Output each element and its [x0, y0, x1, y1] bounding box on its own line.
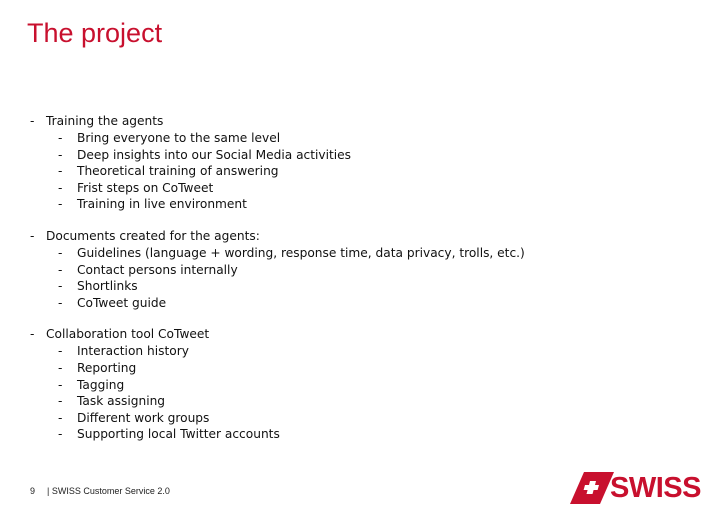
bullet-dash: - — [58, 360, 63, 375]
page-number: 9 — [30, 486, 36, 496]
sub-bullet-item — [30, 262, 710, 279]
sub-bullet-label: Training in live environment — [77, 197, 247, 212]
bullet-group-training — [30, 113, 710, 213]
sub-bullet-item — [30, 393, 710, 410]
sub-bullet-item — [30, 410, 710, 427]
sub-bullet-item — [30, 360, 710, 377]
bullet-dash: - — [58, 245, 63, 260]
bullet-label: Documents created for the agents: — [46, 228, 260, 243]
sub-bullet-label: Supporting local Twitter accounts — [77, 427, 280, 442]
bullet-dash: - — [58, 427, 63, 442]
sub-bullet-item — [30, 278, 710, 295]
sub-bullet-label: Shortlinks — [77, 279, 138, 294]
bullet-item — [30, 326, 710, 343]
sub-bullet-item — [30, 377, 710, 394]
sub-bullet-item — [30, 343, 710, 360]
bullet-dash: - — [58, 147, 63, 162]
sub-bullet-item — [30, 196, 710, 213]
bullet-dash: - — [58, 197, 63, 212]
sub-bullet-item — [30, 130, 710, 147]
bullet-dash: - — [58, 180, 63, 195]
bullet-group-collaboration — [30, 326, 710, 443]
sub-bullet-label: Interaction history — [77, 344, 189, 359]
swiss-cross-flag-icon — [570, 470, 614, 506]
bullet-list — [30, 113, 710, 458]
sub-bullet-label: Task assigning — [77, 394, 166, 409]
bullet-dash: - — [30, 114, 35, 128]
sub-bullet-item — [30, 163, 710, 180]
bullet-group-documents — [30, 228, 710, 311]
sub-bullet-item — [30, 426, 710, 443]
sub-bullet-item — [30, 180, 710, 197]
sub-bullet-label: Guidelines (language + wording, response time, data privacy, trolls, etc.) — [77, 245, 525, 260]
swiss-logo — [570, 470, 710, 506]
bullet-dash: - — [30, 228, 35, 243]
bullet-label: Collaboration tool CoTweet — [46, 327, 210, 342]
sub-bullet-label: CoTweet guide — [77, 295, 167, 310]
bullet-dash: - — [30, 327, 35, 342]
slide-title: The project — [27, 18, 163, 48]
sub-bullet-label: Tagging — [77, 377, 125, 392]
bullet-dash: - — [58, 262, 63, 277]
bullet-dash: - — [58, 377, 63, 392]
sub-bullet-item — [30, 245, 710, 262]
bullet-dash: - — [58, 344, 63, 359]
sub-bullet-label: Theoretical training of answering — [77, 164, 279, 179]
footer-text: | SWISS Customer Service 2.0 — [47, 486, 170, 496]
bullet-item — [30, 228, 710, 245]
bullet-dash: - — [58, 131, 63, 145]
bullet-dash: - — [58, 164, 63, 179]
logo-text: SWISS — [610, 472, 701, 504]
bullet-dash: - — [58, 394, 63, 409]
bullet-dash: - — [58, 295, 63, 310]
sub-bullet-label: Different work groups — [77, 410, 210, 425]
sub-bullet-item — [30, 147, 710, 164]
bullet-dash: - — [58, 279, 63, 294]
sub-bullet-label: Reporting — [77, 360, 137, 375]
sub-bullet-label: Bring everyone to the same level — [77, 131, 281, 145]
bullet-item — [30, 113, 710, 130]
sub-bullet-label: Frist steps on CoTweet — [77, 180, 214, 195]
bullet-dash: - — [58, 410, 63, 425]
bullet-label: Training the agents — [46, 114, 164, 128]
sub-bullet-label: Deep insights into our Social Media activities — [77, 147, 352, 162]
sub-bullet-item — [30, 295, 710, 312]
sub-bullet-label: Contact persons internally — [77, 262, 238, 277]
